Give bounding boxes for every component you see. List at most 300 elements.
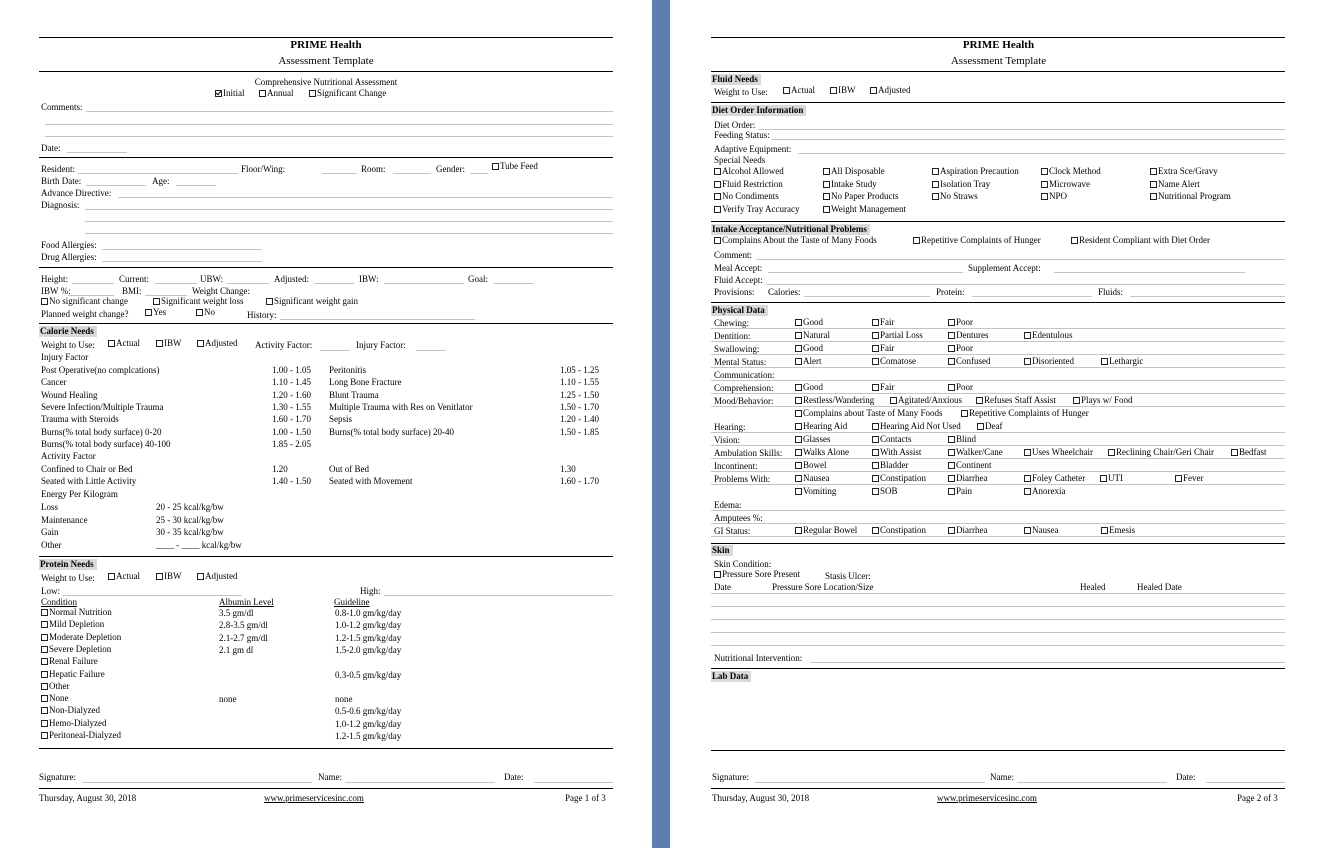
injury-factor-name: Burns(% total body surface) 40-100 [41,438,171,449]
physical-walks-alone-option[interactable]: Walks Alone [795,447,849,458]
checkbox-icon[interactable] [890,397,897,404]
current-field[interactable] [155,283,197,284]
checkbox-icon[interactable] [870,87,877,94]
height-field[interactable] [72,283,114,284]
room-field[interactable] [393,173,431,174]
checkbox-icon[interactable] [1024,449,1031,456]
checkbox-icon[interactable] [948,358,955,365]
checkbox-icon[interactable] [1041,168,1048,175]
special-needs-no-paper-products-option[interactable]: No Paper Products [823,191,899,202]
name-field[interactable] [345,782,495,783]
fluid-adjusted-option[interactable]: Adjusted [870,85,911,96]
weight-ibw-option[interactable]: IBW [156,338,182,349]
diet-order-heading: Diet Order Information [711,105,806,116]
physical-fair-option[interactable]: Fair [872,317,895,328]
checkbox-icon[interactable] [492,163,499,170]
checkbox-icon[interactable] [948,436,955,443]
section-rule [39,323,613,324]
physical-with-assist-option[interactable]: With Assist [872,447,921,458]
condition-non-dialyzed-option[interactable]: Non-Dialyzed [41,705,100,716]
checkbox-icon[interactable] [783,87,790,94]
checkbox-icon[interactable] [1101,358,1108,365]
special-needs-alcohol-allowed-option[interactable]: Alcohol Allowed [714,166,784,177]
checkbox-icon[interactable] [41,609,48,616]
checkbox-icon[interactable] [714,206,721,213]
checkbox-icon[interactable] [872,462,879,469]
checkbox-icon[interactable] [41,634,48,641]
special-needs-weight-management-option[interactable]: Weight Management [823,204,906,215]
physical-diarrhea-option[interactable]: Diarrhea [948,473,987,484]
physical-anorexia-option[interactable]: Anorexia [1024,486,1066,497]
physical-nausea-option[interactable]: Nausea [1024,525,1059,536]
condition-hepatic-failure-option[interactable]: Hepatic Failure [41,669,105,680]
physical-glasses-option[interactable]: Glasses [795,434,831,445]
physical-uses-wheelchair-option[interactable]: Uses Wheelchair [1024,447,1093,458]
checkbox-icon[interactable] [932,193,939,200]
comments-label: Comments: [41,102,83,112]
checkbox-icon[interactable] [1024,488,1031,495]
checkbox-icon[interactable] [41,695,48,702]
pressure-sore-option[interactable]: Pressure Sore Present [714,569,800,580]
food-allergies-field[interactable] [102,249,262,250]
checkbox-icon[interactable] [108,340,115,347]
physical-uti-option[interactable]: UTI [1100,473,1123,484]
checkbox-icon[interactable] [714,571,721,578]
physical-fair-option[interactable]: Fair [872,382,895,393]
checkbox-icon[interactable] [714,181,721,188]
checkbox-icon[interactable] [41,298,48,305]
injury-factor-name: Multiple Trauma with Res on Venitlator [329,401,473,412]
checkbox-icon[interactable] [1024,527,1031,534]
condition-none-option[interactable]: None [41,693,69,704]
fluids-label: Fluids: [1098,287,1124,297]
comments-field-line[interactable] [45,136,613,137]
physical-walker-cane-option[interactable]: Walker/Cane [948,447,1003,458]
protein-field[interactable] [972,296,1092,297]
checkbox-icon[interactable] [948,488,955,495]
condition-peritoneal-dialyzed-option[interactable]: Peritoneal-Dialyzed [41,730,121,741]
skin-table-row[interactable] [711,619,1285,620]
checkbox-icon[interactable] [1150,168,1157,175]
footer-link[interactable]: www.primeservicesinc.com [264,793,364,803]
physical-continent-option[interactable]: Continent [948,460,992,471]
checkbox-icon[interactable] [795,384,802,391]
intake-repetitive-complaints-of-hunger-option[interactable]: Repetitive Complaints of Hunger [913,235,1041,246]
fluid-ibw-option[interactable]: IBW [830,85,856,96]
significant-change-option[interactable]: Significant Change [309,88,386,99]
activity-factor-field[interactable] [320,350,350,351]
header-rule [711,37,1285,38]
injury-factor-name: Post Operative(no complcations) [41,365,160,375]
checkbox-icon[interactable] [913,237,920,244]
checkbox-icon[interactable] [1041,181,1048,188]
checkbox-icon[interactable] [145,309,152,316]
physical-dentures-option[interactable]: Dentures [948,330,989,341]
comment-field[interactable] [756,259,1285,260]
special-needs-nutritional-program-option[interactable]: Nutritional Program [1150,191,1231,202]
checkbox-icon[interactable] [872,384,879,391]
checkbox-icon[interactable] [156,340,163,347]
checkbox-icon[interactable] [872,345,879,352]
checkbox-icon[interactable] [1100,475,1107,482]
checkbox-icon[interactable] [948,527,955,534]
history-field[interactable] [280,319,475,320]
adaptive-equipment-field[interactable] [798,153,1285,154]
checkbox-icon[interactable] [714,168,721,175]
floor-wing-field[interactable] [322,173,357,174]
annual-option[interactable]: Annual [259,88,294,99]
checkbox-icon[interactable] [1024,475,1031,482]
diagnosis-field[interactable] [85,209,613,210]
checkbox-icon[interactable] [932,181,939,188]
physical-good-option[interactable]: Good [795,317,823,328]
physical-natural-option[interactable]: Natural [795,330,830,341]
checkbox-icon[interactable] [1175,475,1182,482]
comments-field[interactable] [86,111,613,112]
healed-date-column-header: Healed Date [1137,582,1182,592]
special-needs-no-straws-option[interactable]: No Straws [932,191,978,202]
physical-nausea-option[interactable]: Nausea [795,473,830,484]
physical-alert-option[interactable]: Alert [795,356,822,367]
checkbox-icon[interactable] [1101,527,1108,534]
special-needs-no-condiments-option[interactable]: No Condiments [714,191,779,202]
intake-complains-about-the-taste-of-many-foods-option[interactable]: Complains About the Taste of Many Foods [714,235,877,246]
condition-moderate-depletion-option[interactable]: Moderate Depletion [41,632,121,643]
goal-field[interactable] [494,283,534,284]
checkbox-icon[interactable] [872,449,879,456]
physical-plays-w-food-option[interactable]: Plays w/ Food [1073,395,1133,406]
signature-date-field[interactable] [534,782,613,783]
injury-factor-field[interactable] [416,350,446,351]
meal-accept-field[interactable] [768,272,963,273]
row-divider [711,523,1285,524]
checkbox-icon[interactable] [266,298,273,305]
physical-hearing-aid-option[interactable]: Hearing Aid [795,421,847,432]
row-divider [711,341,1285,342]
checkbox-icon[interactable] [1108,449,1115,456]
checkbox-icon[interactable] [948,462,955,469]
signature-date-field[interactable] [1206,782,1285,783]
physical-lethargic-option[interactable]: Lethargic [1101,356,1143,367]
protein-actual-option[interactable]: Actual [108,571,140,582]
checkbox-icon[interactable] [41,732,48,739]
special-needs-all-disposable-option[interactable]: All Disposable [823,166,885,177]
special-needs-aspiration-precaution-option[interactable]: Aspiration Precaution [932,166,1019,177]
physical-partial-loss-option[interactable]: Partial Loss [872,330,923,341]
special-needs-intake-study-option[interactable]: Intake Study [823,179,877,190]
checkbox-icon[interactable] [1231,449,1238,456]
condition-other-option[interactable]: Other [41,681,70,692]
checkbox-icon[interactable] [795,436,802,443]
physical-vomiting-option[interactable]: Vomiting [795,486,836,497]
checkbox-icon[interactable] [948,384,955,391]
checkbox-icon[interactable] [153,298,160,305]
checkbox-icon[interactable] [872,319,879,326]
header-rule-bottom [39,71,613,72]
checkbox-icon[interactable] [795,345,802,352]
condition-normal-nutrition-option[interactable]: Normal Nutrition [41,607,112,618]
checkbox-icon[interactable] [795,449,802,456]
condition-hemo-dialyzed-option[interactable]: Hemo-Dialyzed [41,718,106,729]
ubw-label: UBW: [200,274,224,284]
physical-bowel-option[interactable]: Bowel [795,460,827,471]
special-needs-verify-tray-accuracy-option[interactable]: Verify Tray Accuracy [714,204,799,215]
row-divider [711,406,1285,407]
activity-value: 1.30 [560,464,576,474]
checkbox-icon[interactable] [823,181,830,188]
planned-no-option[interactable]: No [196,307,215,318]
skin-table-row[interactable] [711,606,1285,607]
date-label: Date: [41,143,61,153]
skin-table-row[interactable] [711,645,1285,646]
physical-complains-about-taste-of-many-foods-option[interactable]: Complains about Taste of Many Foods [795,408,942,419]
checkbox-icon[interactable] [948,475,955,482]
physical-hearing-aid-not-used-option[interactable]: Hearing Aid Not Used [872,421,961,432]
special-needs-clock-method-option[interactable]: Clock Method [1041,166,1101,177]
physical-good-option[interactable]: Good [795,382,823,393]
page-number: Page 2 of 3 [1237,793,1278,803]
special-needs-isolation-tray-option[interactable]: Isolation Tray [932,179,990,190]
name-field[interactable] [1017,782,1167,783]
checkbox-icon[interactable] [872,423,879,430]
physical-refuses-staff-assist-option[interactable]: Refuses Staff Assist [976,395,1056,406]
gender-label: Gender: [436,164,465,174]
fluid-actual-option[interactable]: Actual [783,85,815,96]
template-title: Assessment Template [950,55,1047,67]
physical-ambulation-skills-label: Ambulation Skills: [714,448,783,458]
checkbox-icon[interactable] [714,193,721,200]
checkbox-icon[interactable] [309,90,316,97]
physical-confused-option[interactable]: Confused [948,356,991,367]
adjusted-field[interactable] [314,283,354,284]
signature-field[interactable] [755,782,985,783]
physical-deaf-option[interactable]: Deaf [977,421,1003,432]
signature-field[interactable] [82,782,312,783]
high-label: High: [360,586,381,596]
physical-sob-option[interactable]: SOB [872,486,898,497]
physical-bedfast-option[interactable]: Bedfast [1231,447,1267,458]
diagnosis-field-line[interactable] [85,233,613,234]
checkbox-icon[interactable] [823,193,830,200]
guideline-value: 1.5-2.0 gm/kg/day [335,644,402,655]
injury-factor-name: Severe Infection/Multiple Trauma [41,401,164,412]
skin-table-row[interactable] [711,593,1285,594]
feeding-status-field[interactable] [772,139,1285,140]
supplement-accept-field[interactable] [1054,272,1245,273]
injury-factor-value: 1.10 - 1.55 [560,377,599,388]
physical-regular-bowel-option[interactable]: Regular Bowel [795,525,857,536]
age-field[interactable] [176,185,216,186]
high-field[interactable] [384,595,613,596]
physical-foley-catheter-option[interactable]: Foley Catheter [1024,473,1085,484]
checkbox-icon[interactable] [948,449,955,456]
calories-field[interactable] [804,296,930,297]
initial-option[interactable]: Initial [215,88,245,99]
birth-date-label: Birth Date: [41,176,82,186]
checkbox-icon[interactable] [1073,397,1080,404]
checkbox-icon[interactable] [108,573,115,580]
physical-good-option[interactable]: Good [795,343,823,354]
injury-factor-name: Trauma with Steroids [41,414,119,425]
advance-directive-field[interactable] [118,197,613,198]
checkbox-icon[interactable] [41,707,48,714]
checkbox-icon[interactable] [197,340,204,347]
checkbox-icon[interactable] [948,332,955,339]
checkbox-icon[interactable] [872,358,879,365]
significant-gain-option[interactable]: Significant weight gain [266,296,358,307]
physical-poor-option[interactable]: Poor [948,343,973,354]
physical-reclining-chair-geri-chair-option[interactable]: Reclining Chair/Geri Chair [1108,447,1214,458]
guideline-value: none [335,694,353,705]
ubw-field[interactable] [227,283,269,284]
ibw-field[interactable] [384,283,464,284]
physical-restless-wandering-option[interactable]: Restless/Wandering [795,395,874,406]
physical-diarrhea-option[interactable]: Diarrhea [948,525,987,536]
physical-comatose-option[interactable]: Comatose [872,356,916,367]
checkbox-icon[interactable] [795,410,802,417]
special-needs-label: Special Needs [714,155,766,165]
planned-yes-option[interactable]: Yes [145,307,166,318]
checkbox-icon[interactable] [1024,332,1031,339]
checkbox-icon[interactable] [41,683,48,690]
comments-field-line[interactable] [45,124,613,125]
nutritional-intervention-field[interactable] [810,662,1285,663]
physical-contacts-option[interactable]: Contacts [872,434,912,445]
physical-poor-option[interactable]: Poor [948,317,973,328]
physical-emesis-option[interactable]: Emesis [1101,525,1135,536]
special-needs-microwave-option[interactable]: Microwave [1041,179,1090,190]
checkbox-icon[interactable] [1150,193,1157,200]
special-needs-extra-sce-gravy-option[interactable]: Extra Sce/Gravy [1150,166,1218,177]
checkbox-icon[interactable] [156,573,163,580]
physical-blind-option[interactable]: Blind [948,434,976,445]
no-significant-change-option[interactable]: No significant change [41,296,128,307]
checkbox-icon[interactable] [795,527,802,534]
footer-link[interactable]: www.primeservicesinc.com [937,793,1037,803]
condition-mild-depletion-option[interactable]: Mild Depletion [41,619,104,630]
checkbox-icon[interactable] [795,475,802,482]
activity-name: Seated with Movement [329,476,413,487]
checkbox-icon[interactable] [41,621,48,628]
checkbox-icon[interactable] [948,345,955,352]
checkbox-icon[interactable] [795,462,802,469]
condition-renal-failure-option[interactable]: Renal Failure [41,656,98,667]
physical-bladder-option[interactable]: Bladder [872,460,909,471]
diet-order-field[interactable] [758,129,1285,130]
checkbox-icon[interactable] [41,658,48,665]
assessment-title: Comprehensive Nutritional Assessment [254,77,398,87]
weight-actual-option[interactable]: Actual [108,338,140,349]
fluids-field[interactable] [1130,296,1285,297]
fluid-accept-field[interactable] [767,284,1285,285]
checkbox-icon[interactable] [823,206,830,213]
resident-field[interactable] [78,173,238,174]
physical-poor-option[interactable]: Poor [948,382,973,393]
diagnosis-field-line[interactable] [85,221,613,222]
checkbox-icon[interactable] [41,720,48,727]
checkbox-icon[interactable] [41,671,48,678]
checkbox-icon[interactable] [948,319,955,326]
checkbox-icon[interactable] [215,90,222,97]
row-divider [711,510,1285,511]
row-divider [711,445,1285,446]
physical-constipation-option[interactable]: Constipation [872,473,926,484]
checkbox-icon[interactable] [1150,181,1157,188]
checkbox-icon[interactable] [795,358,802,365]
room-label: Room: [361,164,386,174]
checkbox-icon[interactable] [872,475,879,482]
section-rule [711,543,1285,544]
checkbox-icon[interactable] [259,90,266,97]
energy-per-kilogram-title: Energy Per Kilogram [41,489,118,499]
adaptive-equipment-label: Adaptive Equipment: [714,144,792,154]
skin-table-row[interactable] [711,632,1285,633]
condition-severe-depletion-option[interactable]: Severe Depletion [41,644,111,655]
checkbox-icon[interactable] [795,319,802,326]
physical-agitated-anxious-option[interactable]: Agitated/Anxious [890,395,962,406]
physical-repetitive-complaints-of-hunger-option[interactable]: Repetitive Complaints of Hunger [961,408,1089,419]
checkbox-icon[interactable] [41,646,48,653]
checkbox-icon[interactable] [795,423,802,430]
physical-fair-option[interactable]: Fair [872,343,895,354]
checkbox-icon[interactable] [795,397,802,404]
special-needs-npo-option[interactable]: NPO [1041,191,1067,202]
checkbox-icon[interactable] [872,488,879,495]
low-field[interactable] [62,595,242,596]
special-needs-fluid-restriction-option[interactable]: Fluid Restriction [714,179,783,190]
checkbox-icon[interactable] [872,332,879,339]
checkbox-icon[interactable] [830,87,837,94]
physical-disoriented-option[interactable]: Disoriented [1024,356,1074,367]
protein-adjusted-option[interactable]: Adjusted [197,571,238,582]
physical-fever-option[interactable]: Fever [1175,473,1204,484]
checkbox-icon[interactable] [977,423,984,430]
checkbox-icon[interactable] [1024,358,1031,365]
physical-constipation-option[interactable]: Constipation [872,525,926,536]
checkbox-icon[interactable] [976,397,983,404]
significant-loss-option[interactable]: Significant weight loss [153,296,244,307]
checkbox-icon[interactable] [961,410,968,417]
checkbox-icon[interactable] [872,436,879,443]
physical-pain-option[interactable]: Pain [948,486,972,497]
checkbox-icon[interactable] [1041,193,1048,200]
checkbox-icon[interactable] [1071,237,1078,244]
checkbox-icon[interactable] [795,488,802,495]
intake-resident-compliant-with-diet-order-option[interactable]: Resident Compliant with Diet Order [1071,235,1210,246]
special-needs-name-alert-option[interactable]: Name Alert [1150,179,1200,190]
gender-field[interactable] [470,173,488,174]
tube-feed-option[interactable]: Tube Feed [492,161,538,172]
checkbox-icon[interactable] [197,573,204,580]
weight-adjusted-option[interactable]: Adjusted [197,338,238,349]
injury-factor-value: 1.20 - 1.40 [560,414,599,425]
physical-edentulous-option[interactable]: Edentulous [1024,330,1073,341]
guideline-value: 0.8-1.0 gm/kg/day [335,608,402,618]
name-label: Name: [990,772,1014,782]
drug-allergies-field[interactable] [102,261,262,262]
current-label: Current: [119,274,149,284]
checkbox-icon[interactable] [872,527,879,534]
checkbox-icon[interactable] [795,332,802,339]
birth-date-field[interactable] [86,185,146,186]
checkbox-icon[interactable] [196,309,203,316]
protein-ibw-option[interactable]: IBW [156,571,182,582]
checkbox-icon[interactable] [932,168,939,175]
checkbox-icon[interactable] [823,168,830,175]
checkbox-icon[interactable] [714,237,721,244]
low-label: Low: [41,586,60,596]
date-field[interactable] [67,152,127,153]
